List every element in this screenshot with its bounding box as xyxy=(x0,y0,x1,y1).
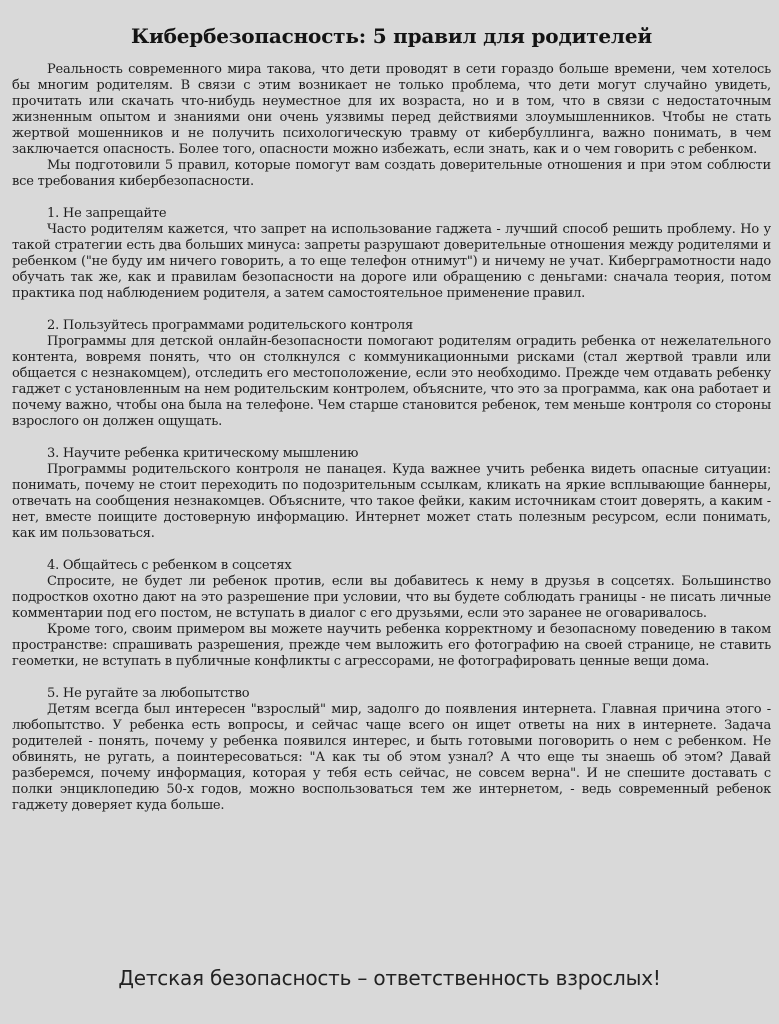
rule-paragraph: Кроме того, своим примером вы можете научить ребенка корректному и безопасному поведению в таком пространстве: спрашивать разрешения, прежде чем выложить его фотографию на своей странице, не ставить геометки, не вступать в публичные конфликты с агрессорами, не фотографировать ценные вещи дома. xyxy=(12,622,771,669)
rule-paragraph: Программы родительского контроля не панацея. Куда важнее учить ребенка видеть опасные ситуации: понимать, почему не стоит переходить по подозрительным ссылкам, кликать на яркие всплывающие баннеры, отвечать на сообщения незнакомцев. Объясните, что такое фейки, каким источникам стоит доверять, а каким - нет, вместе поищите достоверную информацию. Интернет может стать полезным ресурсом, если понимать, как им пользоваться. xyxy=(12,462,771,541)
rule-section-1 xyxy=(12,206,771,302)
rule-section-4 xyxy=(12,558,771,670)
rule-section-3 xyxy=(12,446,771,542)
rule-title: 3. Научите ребенка критическому мышлению xyxy=(47,446,359,461)
rule-title: 1. Не запрещайте xyxy=(47,206,167,221)
rule-paragraph: Программы для детской онлайн-безопасности помогают родителям оградить ребенка от нежелательного контента, вовремя понять, что он столкнулся с коммуникационными рисками (стал жертвой травли или общается с незнакомцем), отследить его местоположение, если это необходимо. Прежде чем отдавать ребенку гаджет с установленным на нем родительским контролем, объясните, что это за программа, как она работает и почему важно, чтобы она была на телефоне. Чем старше становится ребенок, тем меньше контроля со стороны взрослого он должен ощущать. xyxy=(12,334,771,429)
document-title: Кибербезопасность: 5 правил для родителей xyxy=(131,24,652,48)
rule-section-2 xyxy=(12,318,771,430)
rule-title: 4. Общайтесь с ребенком в соцсетях xyxy=(47,558,292,573)
footer-slogan: Детская безопасность – ответственность взрослых! xyxy=(118,966,661,990)
rule-paragraph: Детям всегда был интересен "взрослый" мир, задолго до появления интернета. Главная причина этого - любопытство. У ребенка есть вопросы, и сейчас чаще всего он ищет ответы на них в интернете. Задача родителей - понять, почему у ребенка появился интерес, и быть готовыми поговорить о нем с ребенком. Не обвинять, не ругать, а поинтересоваться: "А как ты об этом узнал? А что еще ты знаешь об этом? Давай разберемся, почему информация, которая у тебя есть сейчас, не совсем верна". И не спешите доставать с полки энциклопедию 50-х годов, можно воспользоваться тем же интернетом, - ведь современный ребенок гаджету доверяет куда больше. xyxy=(12,702,771,813)
intro-block xyxy=(12,62,771,190)
intro-paragraph: Мы подготовили 5 правил, которые помогут вам создать доверительные отношения и при этом соблюсти все требования кибербезопасности. xyxy=(12,158,771,189)
rule-paragraph: Спросите, не будет ли ребенок против, если вы добавитесь к нему в друзья в соцсетях. Большинство подростков охотно дают на это разрешение при условии, что вы будете соблюдать границы - не писать личные комментарии под его постом, не вступать в диалог с его друзьями, если это заранее не оговаривалось. xyxy=(12,574,771,621)
rule-section-5 xyxy=(12,686,771,814)
rule-title: 5. Не ругайте за любопытство xyxy=(47,686,250,701)
rule-title: 2. Пользуйтесь программами родительского контроля xyxy=(47,318,414,333)
rule-paragraph: Часто родителям кажется, что запрет на использование гаджета - лучший способ решить проблему. Но у такой стратегии есть два больших минуса: запреты разрушают доверительные отношения между родителями и ребенком ("не буду им ничего говорить, а то еще телефон отнимут") и ничему не учат. Киберграмотности надо обучать так же, как и правилам безопасности на дороге или обращению с деньгами: сначала теория, потом практика под наблюдением родителя, а затем самостоятельное применение правил. xyxy=(12,222,771,301)
intro-paragraph: Реальность современного мира такова, что дети проводят в сети гораздо больше времени, чем хотелось бы многим родителям. В связи с этим возникает не только проблема, что дети могут случайно увидеть, прочитать или скачать что-нибудь неуместное для их возраста, но и в том, что в связи с недостаточным жизненным опытом и знаниями они очень уязвимы перед действиями злоумышленников. Чтобы не стать жертвой мошенников и не получить психологическую травму от кибербуллинга, важно понимать, в чем заключается опасность. Более того, опасности можно избежать, если знать, как и о чем говорить с ребенком. xyxy=(12,62,771,157)
